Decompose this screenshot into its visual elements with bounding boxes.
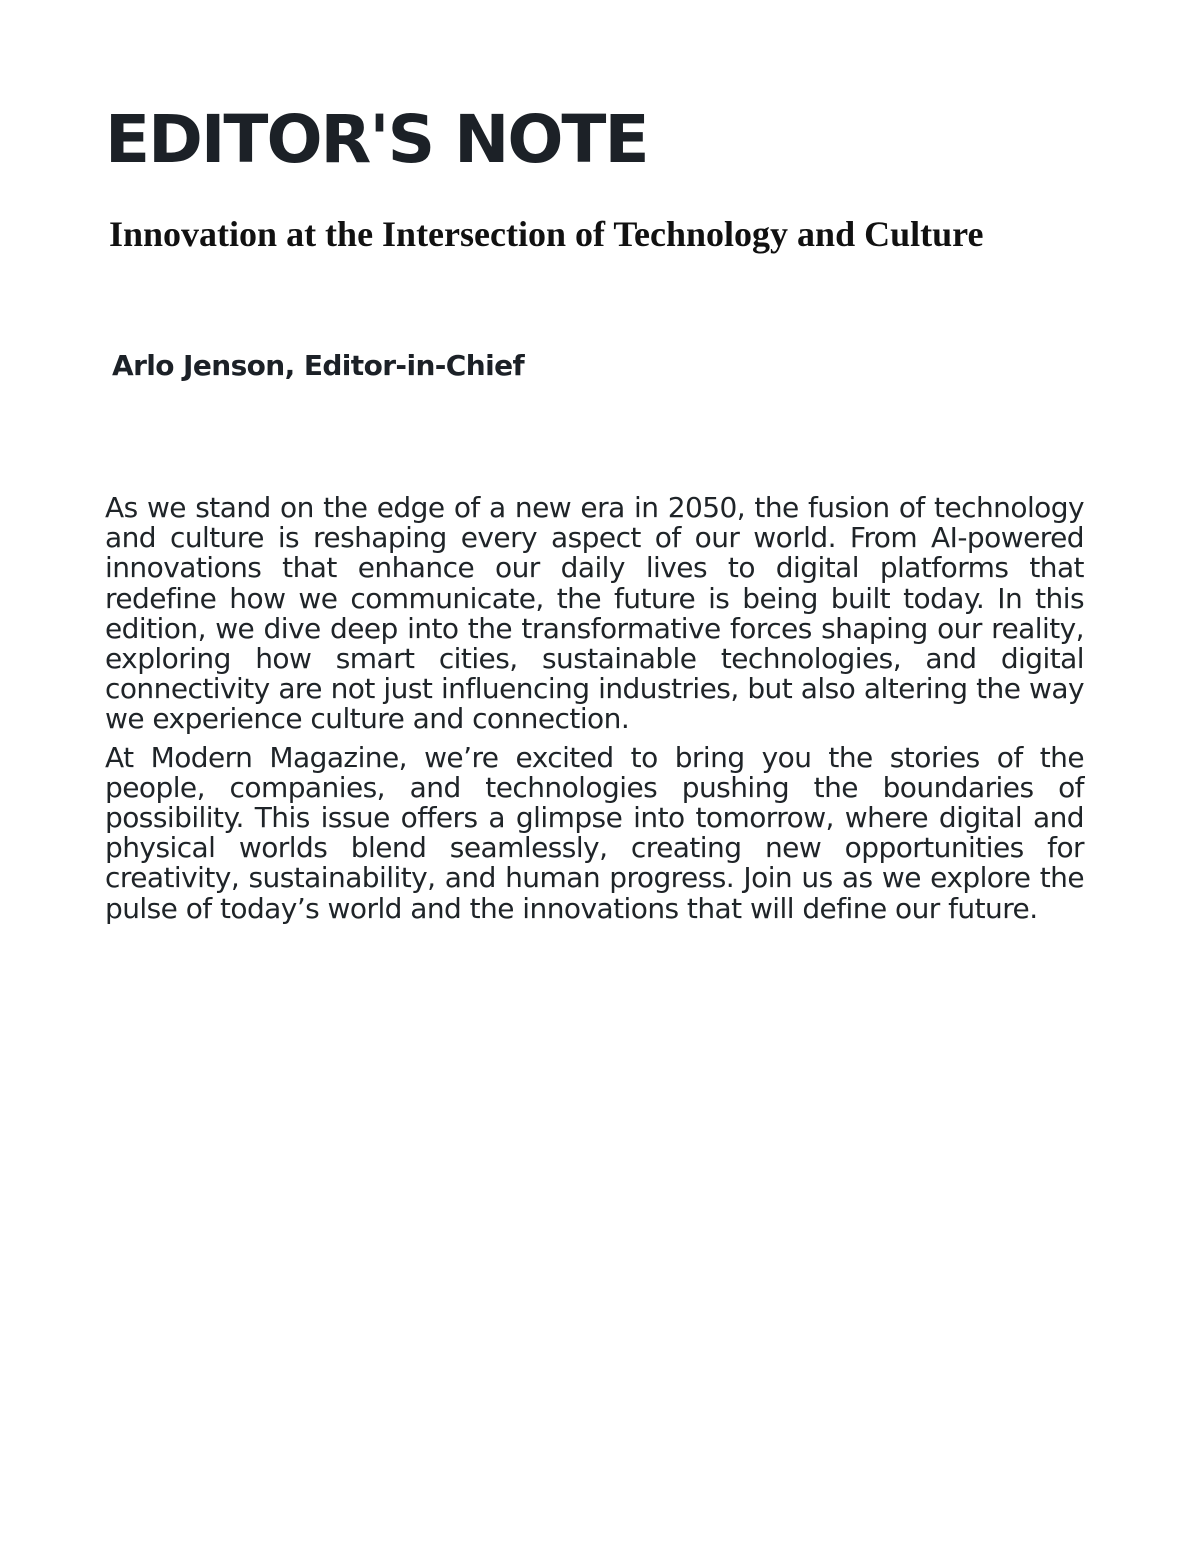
body-paragraph: At Modern Magazine, we’re excited to bring you the stories of the people, companies, and technologies pushing the boundaries of possibility. This issue offers a glimpse into tomorrow, where digital and physical worlds blend seamlessly, creating new opportunities for creativity, sustainability, and human progress. Join us as we explore the pulse of today’s world and the innovations that will define our future. [105,740,1084,925]
body-paragraph: As we stand on the edge of a new era in 2050, the fusion of technology and culture is reshaping every aspect of our world. From AI-powered innovations that enhance our daily lives to digital platforms that redefine how we communicate, the future is being built today. In this edition, we dive deep into the transformative forces shaping our reality, exploring how smart cities, sustainable technologies, and digital connectivity are not just influencing industries, but also altering the way we experience culture and connection. [105,491,1084,736]
article-body [105,493,1084,932]
page-title: EDITOR'S NOTE [105,101,648,178]
page-subtitle: Innovation at the Intersection of Technology and Culture [109,214,984,254]
author-byline: Arlo Jenson, Editor-in-Chief [112,349,525,382]
